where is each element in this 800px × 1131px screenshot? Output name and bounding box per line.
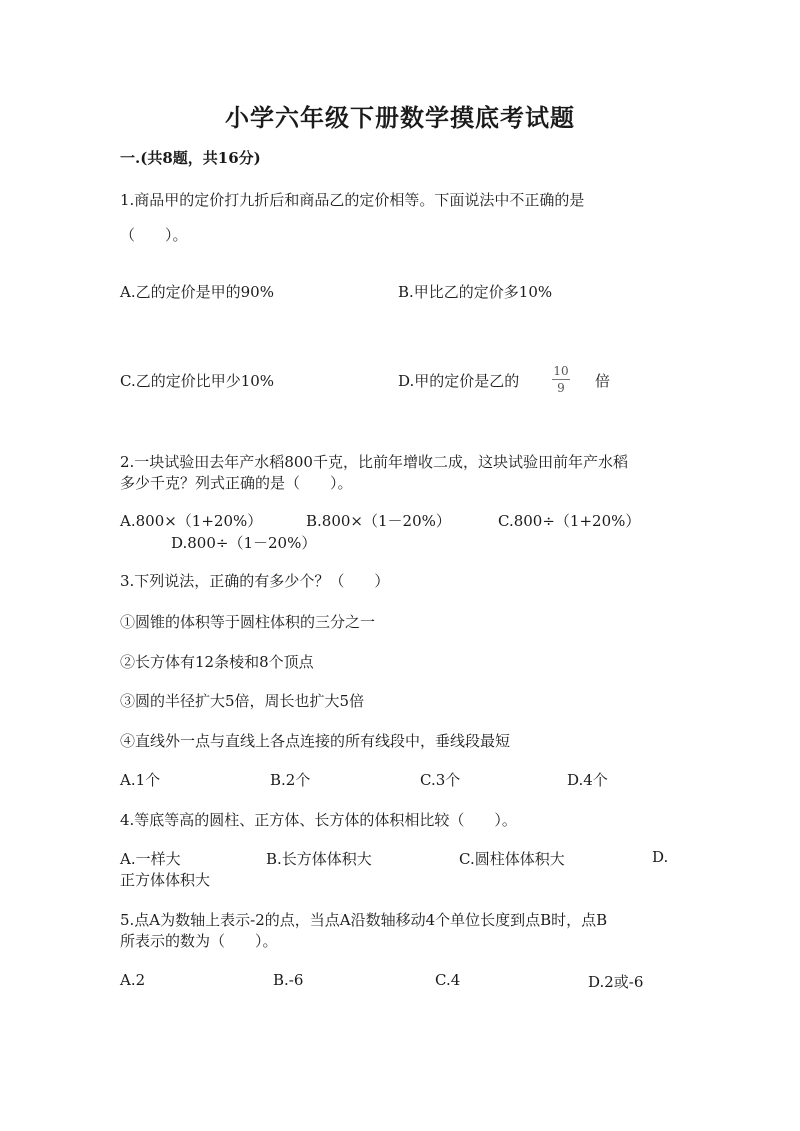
- q5-option-c: C.4: [435, 971, 461, 989]
- q1-option-d-prefix: D.甲的定价是乙的: [398, 372, 520, 390]
- q1-option-d-fraction: [552, 364, 570, 395]
- q2-option-c: C.800÷（1+20%）: [498, 512, 641, 530]
- q5-option-b: B.-6: [273, 971, 304, 989]
- q2-stem-line2: 多少千克？列式正确的是（ ）。: [120, 474, 353, 492]
- q3-option-b: B.2个: [270, 771, 311, 789]
- q2-option-b: B.800×（1－20%）: [306, 512, 451, 530]
- fraction-numerator: 10: [553, 364, 569, 378]
- fraction-denominator: 9: [557, 381, 565, 395]
- section-heading: 一.(共8题，共16分): [120, 149, 261, 167]
- q3-statement-2: ②长方体有12条棱和8个顶点: [120, 653, 314, 671]
- q2-option-d: D.800÷（1－20%）: [171, 534, 317, 552]
- q1-stem-line2: （ ）。: [120, 226, 188, 244]
- q3-statement-4: ④直线外一点与直线上各点连接的所有线段中，垂线段最短: [120, 732, 511, 750]
- q4-option-d-text: 正方体体积大: [120, 871, 211, 889]
- q3-option-c: C.3个: [420, 771, 461, 789]
- q5-option-d: D.2或-6: [588, 973, 644, 991]
- q4-option-d-label: D.: [652, 848, 669, 866]
- q1-option-c: C.乙的定价比甲少10%: [120, 372, 275, 390]
- q5-stem-line2: 所表示的数为（ ）。: [120, 932, 278, 950]
- q4-option-c: C.圆柱体体积大: [459, 850, 565, 868]
- q4-stem: 4.等底等高的圆柱、正方体、长方体的体积相比较（ ）。: [120, 811, 517, 829]
- q2-stem-line1: 2.一块试验田去年产水稻800千克，比前年增收二成，这块试验田前年产水稻: [120, 453, 628, 471]
- q3-option-a: A.1个: [120, 771, 161, 789]
- q5-option-a: A.2: [120, 971, 146, 989]
- fraction-bar: [552, 379, 570, 380]
- q4-option-b: B.长方体体积大: [266, 850, 372, 868]
- q3-statement-1: ①圆锥的体积等于圆柱体积的三分之一: [120, 613, 376, 631]
- q1-stem-line1: 1.商品甲的定价打九折后和商品乙的定价相等。下面说法中不正确的是: [120, 191, 585, 209]
- q3-option-d: D.4个: [567, 771, 608, 789]
- q3-stem: 3.下列说法，正确的有多少个？（ ）: [120, 572, 390, 590]
- q1-option-b: B.甲比乙的定价多10%: [398, 283, 553, 301]
- q2-option-a: A.800×（1+20%）: [120, 512, 263, 530]
- q1-option-d-suffix: 倍: [595, 372, 611, 390]
- q3-statement-3: ③圆的半径扩大5倍，周长也扩大5倍: [120, 692, 365, 710]
- page-title: 小学六年级下册数学摸底考试题: [225, 103, 575, 132]
- q1-option-a: A.乙的定价是甲的90%: [120, 283, 274, 301]
- q4-option-a: A.一样大: [120, 850, 181, 868]
- q5-stem-line1: 5.点A为数轴上表示-2的点，当点A沿数轴移动4个单位长度到点B时，点B: [120, 911, 608, 929]
